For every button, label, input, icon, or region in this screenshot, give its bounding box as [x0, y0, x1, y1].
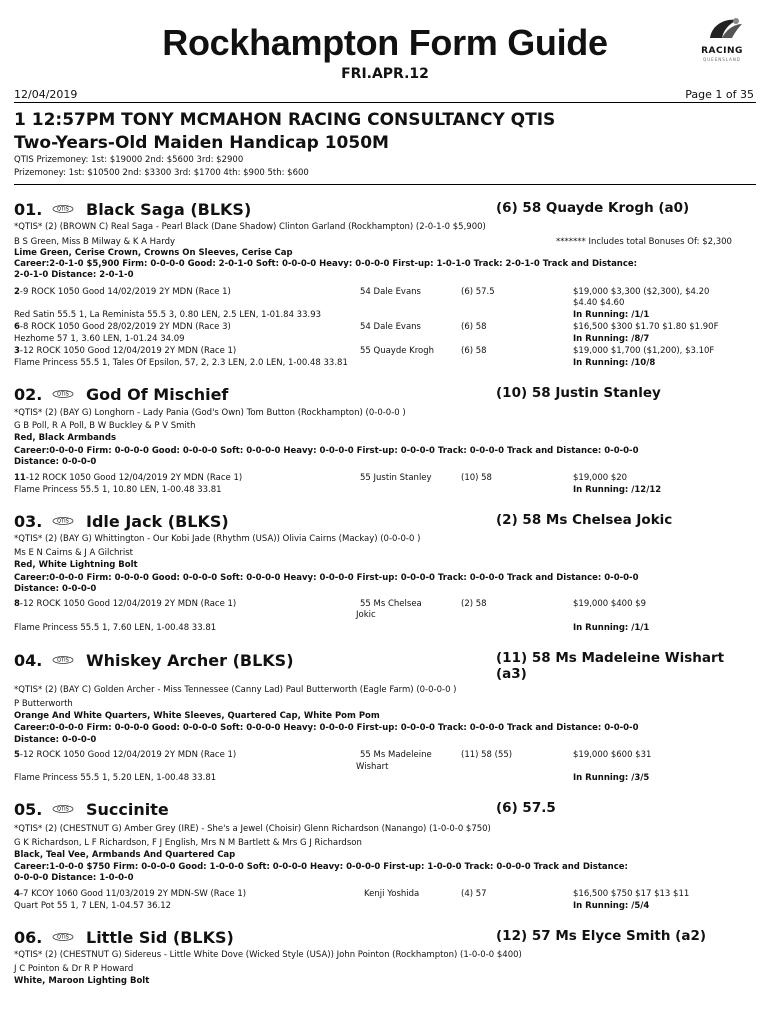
- finish-position: 5: [14, 750, 20, 760]
- in-running: In Running: /10/8: [573, 358, 656, 368]
- run-description: 8-12 ROCK 1050 Good 12/04/2019 2Y MDN (Race 1): [14, 599, 237, 609]
- finish-position: 3: [14, 346, 20, 356]
- run-prizemoney: $19,000 $1,700 ($1,200), $3.10F: [573, 346, 715, 356]
- finish-position: 4: [14, 889, 20, 899]
- qtis-icon: [52, 516, 74, 525]
- page-number: Page 1 of 35: [685, 88, 754, 101]
- racing-queensland-logo: [692, 12, 752, 68]
- page-title: Rockhampton Form Guide: [162, 22, 608, 63]
- breeding-line: *QTIS* (2) (CHESTNUT G) Sidereus - Little White Dove (Wicked Style (USA)) John Pointon (Rockhampton) (1-0-0-0 $400): [14, 950, 522, 960]
- owners-line: P Butterworth: [14, 699, 73, 709]
- distance-stats: Distance: 0-0-0-0: [14, 457, 97, 467]
- distance-stats: 0-0-0-0 Distance: 1-0-0-0: [14, 873, 134, 883]
- in-running: In Running: /12/12: [573, 485, 662, 495]
- run-prizemoney: $19,000 $600 $31: [573, 750, 652, 760]
- run-barrier: (6) 58: [461, 322, 487, 332]
- silks-colours: Lime Green, Cerise Crown, Crowns On Sleeves, Cerise Cap: [14, 248, 293, 258]
- barrier-weight-jockey: (11) 58 Ms Madeleine Wishart (a3): [496, 650, 725, 682]
- silks-colours: Red, Black Armbands: [14, 433, 117, 443]
- run-result: Flame Princess 55.5 1, Tales Of Epsilon, 57, 2, 2.3 LEN, 2.0 LEN, 1-00.48 33.81: [14, 358, 348, 368]
- breeding-line: *QTIS* (2) (BAY G) Longhorn - Lady Pania (God's Own) Tom Button (Rockhampton) (0-0-0-0 ): [14, 408, 406, 418]
- run-barrier: (11) 58 (55): [461, 750, 513, 760]
- career-stats: Career:1-0-0-0 $750 Firm: 0-0-0-0 Good: 1-0-0-0 Soft: 0-0-0-0 Heavy: 0-0-0-0 First-up: 1-0-0-0 Track: 0-0-0-0 Track and Distance:: [14, 862, 628, 872]
- owners-line: Ms E N Cairns & J A Gilchrist: [14, 548, 134, 558]
- run-barrier: (4) 57: [461, 889, 487, 899]
- run-jockey: 55 Quayde Krogh: [360, 346, 435, 356]
- career-stats: Career:2-0-1-0 $5,900 Firm: 0-0-0-0 Good: 2-0-1-0 Soft: 0-0-0-0 Heavy: 0-0-0-0 First-up: 1-0-1-0 Track: 2-0-1-0 Track and Distance:: [14, 259, 638, 269]
- run-jockey: 55 Ms Chelsea: [360, 599, 422, 609]
- barrier-weight-jockey: (10) 58 Justin Stanley: [496, 385, 661, 401]
- run-result: Flame Princess 55.5 1, 5.20 LEN, 1-00.48 33.81: [14, 773, 217, 783]
- finish-position: 8: [14, 599, 20, 609]
- header-date: 12/04/2019: [14, 88, 78, 101]
- breeding-line: *QTIS* (2) (BAY G) Whittington - Our Kobi Jade (Rhythm (USA)) Olivia Cairns (Mackay) (0-0-0-0 ): [14, 534, 421, 544]
- in-running: In Running: /3/5: [573, 773, 650, 783]
- in-running: In Running: /1/1: [573, 310, 650, 320]
- in-running: In Running: /5/4: [573, 901, 650, 911]
- barrier-weight-jockey: (2) 58 Ms Chelsea Jokic: [496, 512, 673, 528]
- horse-name: God Of Mischief: [86, 385, 229, 404]
- qtis-icon: [52, 804, 74, 813]
- run-description: 4-7 KCOY 1060 Good 11/03/2019 2Y MDN-SW (Race 1): [14, 889, 247, 899]
- run-description: 5-12 ROCK 1050 Good 12/04/2019 2Y MDN (Race 1): [14, 750, 237, 760]
- run-prizemoney: $19,000 $400 $9: [573, 599, 647, 609]
- svg-text:QTIS: QTIS: [57, 206, 69, 213]
- run-barrier: (10) 58: [461, 473, 492, 483]
- meeting-date: FRI.APR.12: [341, 66, 429, 82]
- horse-number: 02.: [14, 385, 43, 404]
- svg-text:QTIS: QTIS: [57, 657, 69, 664]
- qtis-icon: [52, 932, 74, 941]
- svg-text:QTIS: QTIS: [57, 934, 69, 941]
- qtis-icon: [52, 389, 74, 398]
- run-description: 6-8 ROCK 1050 Good 28/02/2019 2Y MDN (Race 3): [14, 322, 231, 332]
- run-description: 11-12 ROCK 1050 Good 12/04/2019 2Y MDN (Race 1): [14, 473, 243, 483]
- run-jockey-cont: Wishart: [356, 762, 389, 772]
- owners-line: B S Green, Miss B Milway & K A Hardy: [14, 237, 176, 247]
- run-jockey: Kenji Yoshida: [364, 889, 420, 899]
- barrier-weight-jockey: (12) 57 Ms Elyce Smith (a2): [496, 928, 707, 944]
- horse-name: Idle Jack (BLKS): [86, 512, 229, 531]
- horse-number: 06.: [14, 928, 43, 947]
- distance-stats: Distance: 0-0-0-0: [14, 584, 97, 594]
- distance-stats: Distance: 0-0-0-0: [14, 735, 97, 745]
- run-barrier: (6) 58: [461, 346, 487, 356]
- run-result: Hezhome 57 1, 3.60 LEN, 1-01.24 34.09: [14, 334, 185, 344]
- bonus-note: ******* Includes total Bonuses Of: $2,300: [556, 237, 732, 247]
- run-prizemoney: $19,000 $20: [573, 473, 628, 483]
- qtis-icon: [52, 204, 74, 213]
- horse-name: Black Saga (BLKS): [86, 200, 252, 219]
- race-prizemoney: Prizemoney: 1st: $10500 2nd: $3300 3rd: $1700 4th: $900 5th: $600: [14, 168, 309, 178]
- silks-colours: White, Maroon Lighting Bolt: [14, 976, 150, 986]
- breeding-line: *QTIS* (2) (BROWN C) Real Saga - Pearl Black (Dane Shadow) Clinton Garland (Rockhampton) (2-0-1-0 $5,900): [14, 222, 486, 232]
- run-odds: $4.40 $4.60: [573, 298, 625, 308]
- race-divider: [14, 184, 756, 185]
- run-prizemoney: $19,000 $3,300 ($2,300), $4.20: [573, 287, 710, 297]
- run-description: 3-12 ROCK 1050 Good 12/04/2019 2Y MDN (Race 1): [14, 346, 237, 356]
- horse-number: 03.: [14, 512, 43, 531]
- career-stats: Career:0-0-0-0 Firm: 0-0-0-0 Good: 0-0-0-0 Soft: 0-0-0-0 Heavy: 0-0-0-0 First-up: 0-0-0-0 Track: 0-0-0-0 Track and Distance: 0-0-0-0: [14, 446, 639, 456]
- race-title-line1: 1 12:57PM TONY MCMAHON RACING CONSULTANCY QTIS: [14, 110, 556, 130]
- run-result: Quart Pot 55 1, 7 LEN, 1-04.57 36.12: [14, 901, 172, 911]
- run-jockey: 54 Dale Evans: [360, 287, 421, 297]
- run-jockey: 55 Justin Stanley: [360, 473, 432, 483]
- in-running: In Running: /8/7: [573, 334, 650, 344]
- run-jockey: 55 Ms Madeleine: [360, 750, 432, 760]
- logo-text: RACING: [701, 46, 743, 56]
- run-barrier: (2) 58: [461, 599, 487, 609]
- svg-text:QTIS: QTIS: [57, 806, 69, 813]
- breeding-line: *QTIS* (2) (CHESTNUT G) Amber Grey (IRE) - She's a Jewel (Choisir) Glenn Richardson (Nanango) (1-0-0-0 $750): [14, 824, 491, 834]
- svg-text:QTIS: QTIS: [57, 518, 69, 525]
- finish-position: 11: [14, 473, 26, 483]
- horse-number: 04.: [14, 651, 43, 670]
- run-jockey: 54 Dale Evans: [360, 322, 421, 332]
- qtis-prizemoney: QTIS Prizemoney: 1st: $19000 2nd: $5600 3rd: $2900: [14, 155, 244, 165]
- breeding-line: *QTIS* (2) (BAY C) Golden Archer - Miss Tennessee (Canny Lad) Paul Butterworth (Eagle Farm) (0-0-0-0 ): [14, 685, 457, 695]
- distance-stats: 2-0-1-0 Distance: 2-0-1-0: [14, 270, 134, 280]
- silks-colours: Red, White Lightning Bolt: [14, 560, 138, 570]
- run-barrier: (6) 57.5: [461, 287, 495, 297]
- horse-name: Succinite: [86, 800, 169, 819]
- run-description: 2-9 ROCK 1050 Good 14/02/2019 2Y MDN (Race 1): [14, 287, 231, 297]
- svg-text:QTIS: QTIS: [57, 391, 69, 398]
- run-jockey-cont: Jokic: [356, 610, 376, 620]
- owners-line: J C Pointon & Dr R P Howard: [14, 964, 134, 974]
- logo-subtext: QUEENSLAND: [703, 57, 741, 62]
- finish-position: 6: [14, 322, 20, 332]
- race-title-line2: Two-Years-Old Maiden Handicap 1050M: [14, 133, 389, 153]
- horse-name: Whiskey Archer (BLKS): [86, 651, 294, 670]
- logo-emblem-icon: [692, 12, 752, 46]
- run-result: Red Satin 55.5 1, La Reminista 55.5 3, 0.80 LEN, 2.5 LEN, 1-01.84 33.93: [14, 310, 322, 320]
- silks-colours: Orange And White Quarters, White Sleeves, Quartered Cap, White Pom Pom: [14, 711, 380, 721]
- silks-colours: Black, Teal Vee, Armbands And Quartered Cap: [14, 850, 236, 860]
- finish-position: 2: [14, 287, 20, 297]
- run-result: Flame Princess 55.5 1, 7.60 LEN, 1-00.48 33.81: [14, 623, 217, 633]
- run-prizemoney: $16,500 $750 $17 $13 $11: [573, 889, 690, 899]
- run-prizemoney: $16,500 $300 $1.70 $1.80 $1.90F: [573, 322, 719, 332]
- career-stats: Career:0-0-0-0 Firm: 0-0-0-0 Good: 0-0-0-0 Soft: 0-0-0-0 Heavy: 0-0-0-0 First-up: 0-0-0-0 Track: 0-0-0-0 Track and Distance: 0-0-0-0: [14, 573, 639, 583]
- career-stats: Career:0-0-0-0 Firm: 0-0-0-0 Good: 0-0-0-0 Soft: 0-0-0-0 Heavy: 0-0-0-0 First-up: 0-0-0-0 Track: 0-0-0-0 Track and Distance: 0-0-0-0: [14, 723, 639, 733]
- header-divider: [14, 102, 756, 103]
- qtis-icon: [52, 655, 74, 664]
- owners-line: G K Richardson, L F Richardson, F J English, Mrs N M Bartlett & Mrs G J Richardson: [14, 838, 362, 848]
- run-result: Flame Princess 55.5 1, 10.80 LEN, 1-00.48 33.81: [14, 485, 222, 495]
- barrier-weight-jockey: (6) 58 Quayde Krogh (a0): [496, 200, 690, 216]
- owners-line: G B Poll, R A Poll, B W Buckley & P V Smith: [14, 421, 196, 431]
- horse-number: 01.: [14, 200, 43, 219]
- horse-number: 05.: [14, 800, 43, 819]
- in-running: In Running: /1/1: [573, 623, 650, 633]
- horse-name: Little Sid (BLKS): [86, 928, 234, 947]
- barrier-weight: (6) 57.5: [496, 800, 556, 816]
